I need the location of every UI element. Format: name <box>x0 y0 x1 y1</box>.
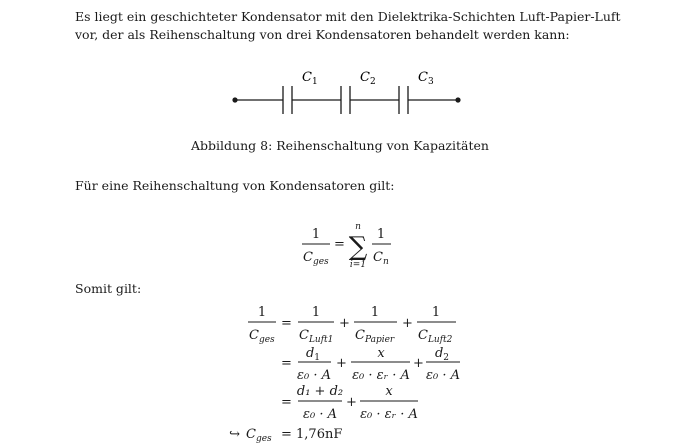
svg-text:+: + <box>336 356 347 371</box>
svg-text:ε₀ · εᵣ · A: ε₀ · εᵣ · A <box>352 368 410 383</box>
label-c2: $C_2$ <box>360 70 376 87</box>
derivation-block <box>0 300 680 447</box>
somit-text: Somit gilt: <box>75 281 142 296</box>
svg-text:x: x <box>377 346 385 361</box>
f1-denominator: $C_{ges}$ <box>303 250 329 267</box>
f1-rhs-numerator: 1 <box>376 227 386 242</box>
svg-text:d2: $d_2$ <box>434 346 450 363</box>
series-capacitor-diagram <box>0 60 680 135</box>
sum-lower: i=1 <box>349 260 367 270</box>
svg-text:+: + <box>402 316 413 331</box>
svg-text:Cges: $C_{ges}$ <box>246 427 272 444</box>
svg-text:+: + <box>339 316 350 331</box>
svg-text:1: 1 <box>431 305 441 320</box>
svg-text:=: = <box>281 395 292 410</box>
rule-text: Für eine Reihenschaltung von Kondensatoren gilt: <box>75 178 395 193</box>
svg-text:x: x <box>385 384 393 399</box>
series-formula <box>0 215 680 275</box>
result-value: = 1,76nF <box>281 427 343 442</box>
svg-text:1: 1 <box>257 305 267 320</box>
f1-numerator: 1 <box>311 227 321 242</box>
svg-text:=: = <box>281 356 292 371</box>
terminal-right <box>455 97 460 102</box>
label-c1: $C_1$ <box>302 70 318 87</box>
svg-text:1: 1 <box>370 305 380 320</box>
svg-text:ε₀ · A: ε₀ · A <box>297 368 331 383</box>
svg-text:CLuft1: $C_{Luft1}$ <box>299 328 334 345</box>
svg-text:Cges: $C_{ges}$ <box>249 328 275 345</box>
svg-text:d₁ + d₂: d₁ + d₂ <box>296 384 344 399</box>
intro-paragraph: Es liegt ein geschichteter Kondensator mit den Dielektrika-Schichten Luft-Papier-Luft vor, der als Reihenschaltung von drei Kondensatoren behandelt werden kann: <box>75 9 621 42</box>
svg-text:=: = <box>281 316 292 331</box>
svg-text:ε₀ · εᵣ · A: ε₀ · εᵣ · A <box>360 407 418 422</box>
sum-upper: n <box>355 222 361 232</box>
terminal-left <box>232 97 237 102</box>
svg-text:+: + <box>413 356 424 371</box>
svg-text:1: 1 <box>311 305 321 320</box>
f1-equals: = <box>334 237 345 252</box>
svg-text:d1: $d_1$ <box>305 346 321 363</box>
svg-text:ε₀ · A: ε₀ · A <box>303 407 337 422</box>
figure-caption: Abbildung 8: Reihenschaltung von Kapazitäten <box>191 138 489 153</box>
sum-sign: ∑ <box>348 232 368 262</box>
svg-text:CLuft2: $C_{Luft2}$ <box>418 328 453 345</box>
svg-text:CPapier: $C_{Papier}$ <box>355 328 395 345</box>
svg-text:+: + <box>346 395 357 410</box>
label-c3: $C_3$ <box>418 70 434 87</box>
result-arrow: ↪ <box>229 427 240 442</box>
svg-text:ε₀ · A: ε₀ · A <box>426 368 460 383</box>
f1-rhs-denominator: $C_n$ <box>373 250 389 267</box>
